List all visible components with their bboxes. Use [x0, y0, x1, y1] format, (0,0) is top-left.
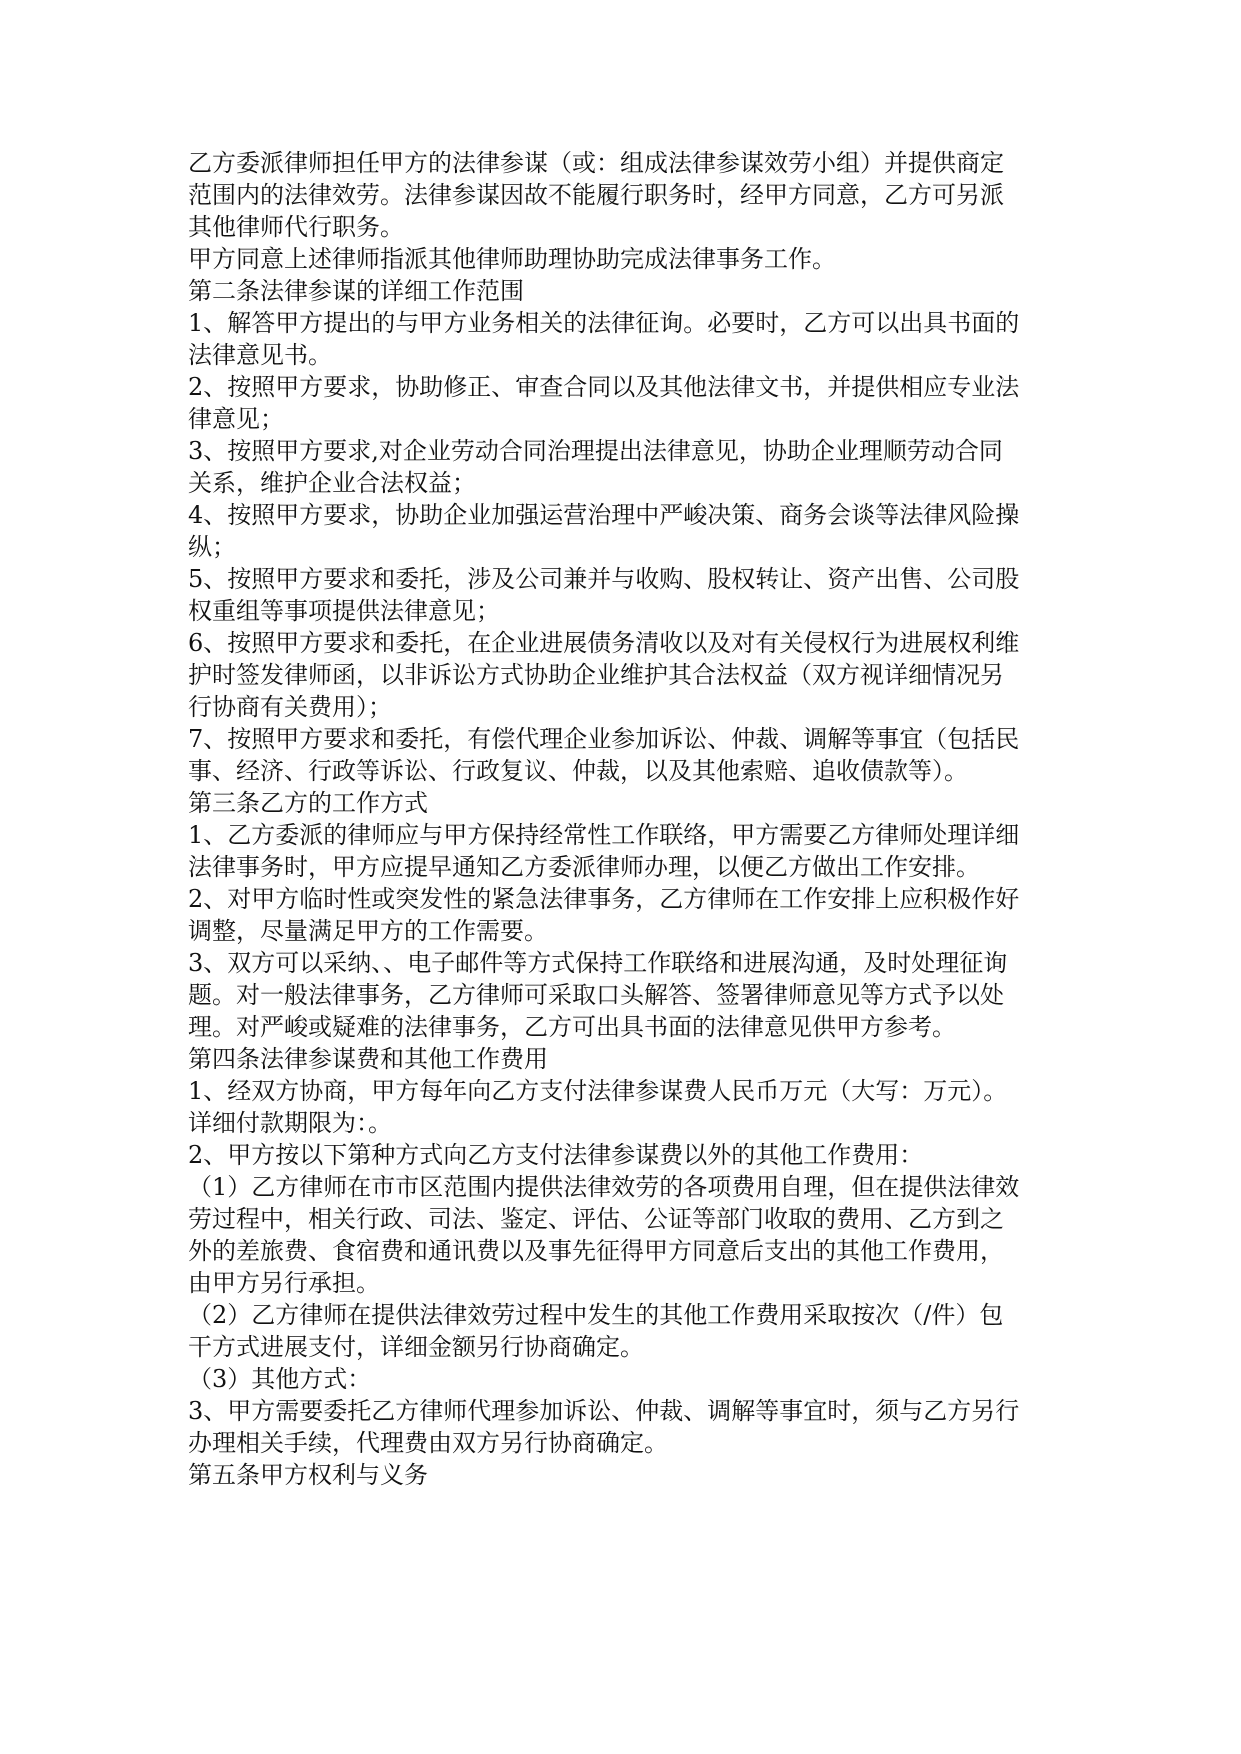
- text-line: 4、按照甲方要求，协助企业加强运营治理中严峻决策、商务会谈等法律风险操: [188, 501, 1020, 529]
- text-line: 法律意见书。: [188, 341, 332, 369]
- text-line: 行协商有关费用）；: [188, 693, 392, 721]
- text-line: 由甲方另行承担。: [188, 1269, 380, 1297]
- text-line: 关系，维护企业合法权益；: [188, 469, 476, 497]
- text-line: 权重组等事项提供法律意见；: [188, 597, 500, 625]
- text-line: 1、解答甲方提出的与甲方业务相关的法律征询。必要时，乙方可以出具书面的: [188, 309, 1020, 337]
- text-line: （2）乙方律师在提供法律效劳过程中发生的其他工作费用采取按次（/件）包: [188, 1301, 1004, 1329]
- text-line: 6、按照甲方要求和委托，在企业进展债务清收以及对有关侵权行为进展权利维: [188, 629, 1020, 657]
- text-line: 律意见；: [188, 405, 284, 433]
- text-line: 3、甲方需要委托乙方律师代理参加诉讼、仲裁、调解等事宜时，须与乙方另行: [188, 1397, 1020, 1425]
- text-line: 纵；: [188, 533, 236, 561]
- text-line: 干方式进展支付，详细金额另行协商确定。: [188, 1333, 644, 1361]
- text-line: 2、按照甲方要求，协助修正、审查合同以及其他法律文书，并提供相应专业法: [188, 373, 1020, 401]
- text-line: 其他律师代行职务。: [188, 213, 404, 241]
- section-heading: 第二条法律参谋的详细工作范围: [188, 277, 524, 305]
- text-line: 3、按照甲方要求,对企业劳动合同治理提出法律意见，协助企业理顺劳动合同: [188, 437, 1003, 465]
- text-line: 题。对一般法律事务，乙方律师可采取口头解答、签署律师意见等方式予以处: [188, 981, 1004, 1009]
- text-line: 3、双方可以采纳、、电子邮件等方式保持工作联络和进展沟通，及时处理征询: [188, 949, 1008, 977]
- text-line: 调整，尽量满足甲方的工作需要。: [188, 917, 548, 945]
- text-line: 办理相关手续，代理费由双方另行协商确定。: [188, 1429, 668, 1457]
- section-heading: 第四条法律参谋费和其他工作费用: [188, 1045, 548, 1073]
- text-line: 范围内的法律效劳。法律参谋因故不能履行职务时，经甲方同意，乙方可另派: [188, 181, 1004, 209]
- text-line: 劳过程中，相关行政、司法、鉴定、评估、公证等部门收取的费用、乙方到之: [188, 1205, 1004, 1233]
- section-heading: 第五条甲方权利与义务: [188, 1461, 428, 1489]
- text-line: 事、经济、行政等诉讼、行政复议、仲裁，以及其他索赔、追收债款等）。: [188, 757, 968, 785]
- text-line: 1、乙方委派的律师应与甲方保持经常性工作联络，甲方需要乙方律师处理详细: [188, 821, 1020, 849]
- text-line: 2、甲方按以下第种方式向乙方支付法律参谋费以外的其他工作费用：: [188, 1141, 924, 1169]
- section-heading: 第三条乙方的工作方式: [188, 789, 428, 817]
- text-line: 乙方委派律师担任甲方的法律参谋（或：组成法律参谋效劳小组）并提供商定: [188, 149, 1004, 177]
- text-line: 5、按照甲方要求和委托，涉及公司兼并与收购、股权转让、资产出售、公司股: [188, 565, 1020, 593]
- text-line: 7、按照甲方要求和委托，有偿代理企业参加诉讼、仲裁、调解等事宜（包括民: [188, 725, 1020, 753]
- text-line: （1）乙方律师在市市区范围内提供法律效劳的各项费用自理，但在提供法律效: [188, 1173, 1020, 1201]
- text-line: 2、对甲方临时性或突发性的紧急法律事务，乙方律师在工作安排上应积极作好: [188, 885, 1020, 913]
- text-line: 理。对严峻或疑难的法律事务，乙方可出具书面的法律意见供甲方参考。: [188, 1013, 956, 1041]
- text-line: （3）其他方式：: [188, 1365, 372, 1393]
- text-line: 外的差旅费、食宿费和通讯费以及事先征得甲方同意后支出的其他工作费用，: [188, 1237, 1004, 1265]
- document-body: [188, 147, 1068, 1491]
- text-line: 1、经双方协商，甲方每年向乙方支付法律参谋费人民币万元（大写：万元）。: [188, 1077, 1008, 1105]
- text-line: 护时签发律师函，以非诉讼方式协助企业维护其合法权益（双方视详细情况另: [188, 661, 1004, 689]
- text-line: 法律事务时，甲方应提早通知乙方委派律师办理，以便乙方做出工作安排。: [188, 853, 980, 881]
- text-line: 详细付款期限为：。: [188, 1109, 392, 1137]
- text-line: 甲方同意上述律师指派其他律师助理协助完成法律事务工作。: [188, 245, 836, 273]
